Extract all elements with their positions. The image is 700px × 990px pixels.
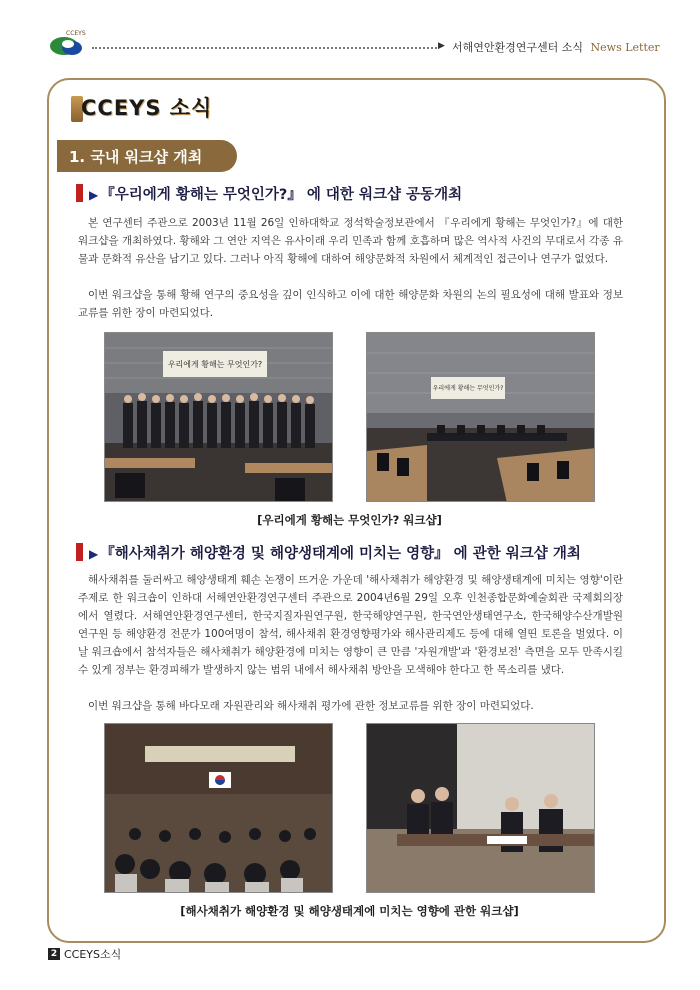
- cceys-header-logo: [46, 28, 98, 58]
- photo1-banner-text: 우리에게 황해는 무엇인가?: [167, 360, 263, 369]
- header-dotted-line: [92, 47, 437, 49]
- footer-label: CCEYS소식: [64, 948, 122, 961]
- article2-paragraph-2: 이번 워크샵을 통해 바다모래 자원관리와 해사채취 평가에 관한 정보교류를 위한 장이 마련되었다.: [88, 700, 534, 712]
- section-tab: 1. 국내 워크샵 개최: [57, 140, 237, 172]
- newsletter-label: News Letter: [590, 41, 660, 54]
- triangle-icon: ▶: [89, 547, 99, 561]
- conference-audience-photo: [104, 723, 333, 893]
- triangle-icon: ▶: [89, 188, 99, 202]
- article2-heading: [76, 542, 581, 563]
- heading-marker-icon: [76, 184, 83, 202]
- article1-paragraph-1: 본 연구센터 주관으로 2003년 11월 26일 인하대학교 정석학술정보관에서 『우리에게 황해는 무엇인가?』에 대한 워크샵을 개최하였다. 황해와 그 연안 지역은 유사이래 우리 민족과 함께 호흡하며 많은 역사적 사건의 무대로서 각종 유물과 문화적 유산을 남기고 있다. 그러나 아직 황해에 대하여 해양문화적 차원에서 체계적인 접근이나 연구가 없었다.: [78, 217, 623, 265]
- header-title-text: 서해연안환경연구센터 소식: [452, 41, 584, 54]
- header-arrow-icon: ▶: [438, 41, 445, 51]
- workshop-hall-photo: [366, 332, 595, 502]
- article1-heading-text: 『우리에게 황해는 무엇인가?』 에 대한 워크샵 공동개최: [100, 187, 463, 203]
- header-title: [452, 39, 660, 55]
- workshop-group-photo: [104, 332, 333, 502]
- article1-heading: [76, 183, 462, 204]
- section-logo-text: CCEYS 소식: [81, 96, 213, 120]
- article2-heading-text: 『해사채취가 해양환경 및 해양생태계에 미치는 영향』 에 관한 워크샵 개최: [100, 546, 581, 562]
- header-logo-text: CCEYS: [66, 30, 86, 37]
- article1-photo-caption: [우리에게 황해는 무엇인가? 워크샵]: [257, 513, 442, 527]
- article1-paragraph-2: 이번 워크샵을 통해 황해 연구의 중요성을 깊이 인식하고 이에 대한 해양문화 차원의 논의 필요성에 대해 발표와 정보교류를 위한 장이 마련되었다.: [78, 289, 623, 319]
- photo2-banner-text: 우리에게 황해는 무엇인가?: [432, 385, 504, 392]
- heading-marker-icon: [76, 543, 83, 561]
- page-number: 2: [48, 948, 60, 960]
- panel-discussion-photo: [366, 723, 595, 893]
- article2-paragraph-1: 해사채취를 둘러싸고 해양생태계 훼손 논쟁이 뜨거운 가운데 '해사채취가 해양환경 및 해양생태계에 미치는 영향'이란 주제로 한 워크숍이 인하대 서해연안환경연구센터 주관으로 2004년6월 29일 오후 인천종합문화예술회관 국제회의장에서 열렸다. 서해연안환경연구센터, 한국지질자원연구원, 한국해양연구원, 한국연안생태연구소, 한국해양수산개발원 연구원 등 해양환경 전문가 100여명이 참석, 해사채취 환경영향평가와 해사관리제도 등에 대해 열띤 토론을 벌였다. 이날 워크숍에서 참석자들은 해사채취가 해양환경에 미치는 영향이 큰 만큼 '자원개발'과 '환경보전' 측면을 모두 만족시킬 수 있게 정부는 환경피해가 발생하지 않는 범위 내에서 해사채취 방안을 모색해야 한다고 한 목소리를 냈다.: [78, 574, 623, 676]
- article2-photo-caption: [해사채취가 해양환경 및 해양생태계에 미치는 영향에 관한 워크샵]: [180, 904, 519, 918]
